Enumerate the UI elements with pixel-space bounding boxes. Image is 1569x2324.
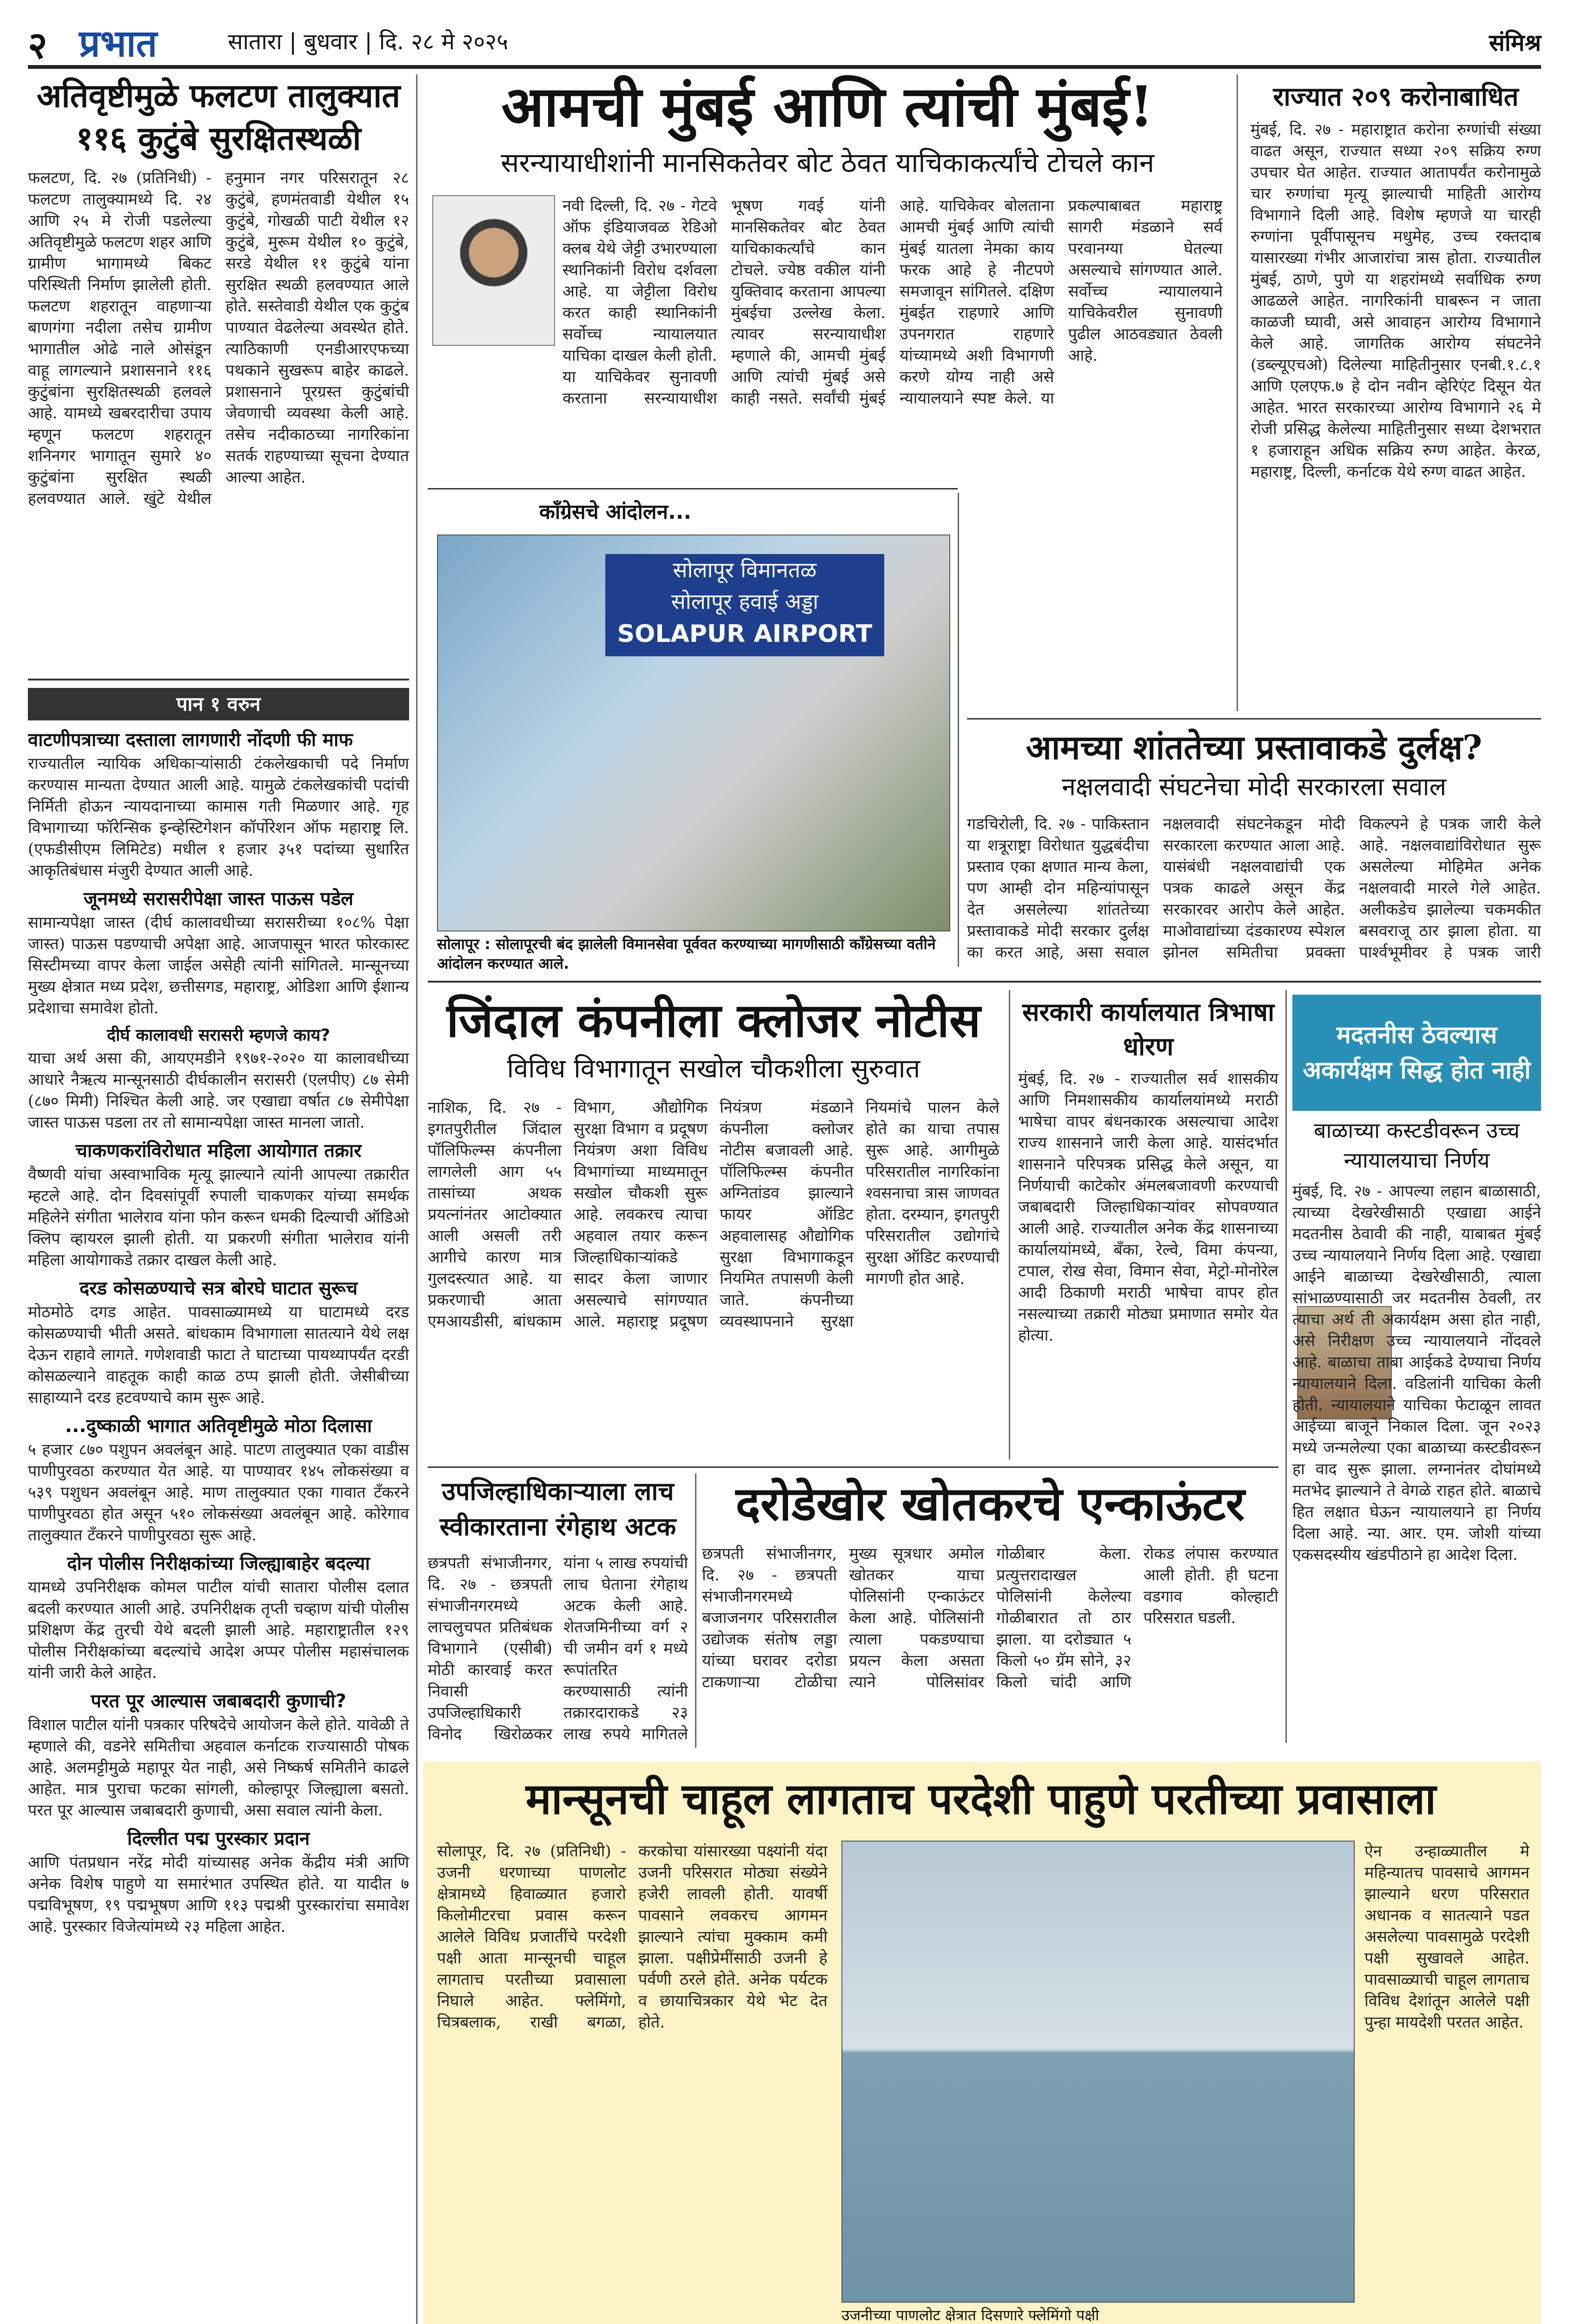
body-custody: मुंबई, दि. २७ - आपल्या लहान बाळासाठी, त्याच्या देखरेखीसाठी एखाद्या आईने मदतनीस ठेवावी की नाही, याबाबत मुंबई उच्च न्यायालयाने निर्णय दिला आहे. एखाद्या आईने बाळाच्या देखरेखीसाठी, त्याला सांभाळण्यासाठी जर मदतनीस ठेवली, तर त्याचा अर्थ ती अकार्यक्षम असा होत नाही, असे निरीक्षण उच्च न्यायालयाने नोंदवले आहे. बाळाचा ताबा आईकडे देण्याचा निर्णय न्यायालयाने दिला. वडिलांनी याचिका केली होती. न्यायालयाने याचिका फेटाळून लावत आईच्या बाजूने निकाल दिला. जून २०२३ मध्ये जन्मलेल्या एका बाळाच्या कस्टडीवरून हा वाद सुरू झाला. लग्नानंतर दोघांमध्ये मतभेद झाल्याने ते वेगळे राहत होते. बाळाचे हित लक्षात घेऊन न्यायालयाने हा निर्णय दिला आहे. न्या. आर. एम. जोशी यांच्या एकसदस्यीय खंडपीठाने हा आदेश दिला.	[1292, 1182, 1541, 1564]
pan1-title-4: चाकणकरांविरोधात महिला आयोगात तक्रार	[75, 1140, 362, 1162]
pan1-body-7: यामध्ये उपनिरीक्षक कोमल पाटील यांची सातारा पोलीस दलात बदली करण्यात आली आहे. उपनिरीक्षक तृप्ती चव्हाण यांची पोलीस प्रशिक्षण केंद्र तुरची येथे बदली झाली आहे. महाराष्ट्रातील १२९ पोलीस निरीक्षकांच्या बदल्यांचे आदेश अप्पर पोलीस महासंचालक यांनी जारी केले आहेत.	[28, 1578, 409, 1682]
flamingo-caption: उजनीच्या पाणलोट क्षेत्रात दिसणारे फ्लेमिंगो पक्षी	[841, 2306, 1099, 2324]
pan1-body-1: राज्यातील न्यायिक अधिकाऱ्यांसाठी टंकलेखकाची पदे निर्माण करण्यास मान्यता देण्यात आली आहे. यामुळे टंकलेखकांची पदांची निर्मिती होऊन न्यायदानाच्या कामास गती मिळणार आहे. गृह विभागाच्या फॉरेन्सिक इन्व्हेस्टिगेशन कॉर्पोरेशन ऑफ महाराष्ट्र लि. (एफडीसीएम लिमिटेड) मधील १ हजार ३५१ पदांच्या सुधारित आकृतिबंधास मंजुरी देण्यात आली आहे.	[28, 754, 409, 880]
headline-naxal: आमच्या शांततेच्या प्रस्तावाकडे दुर्लक्ष?	[1026, 727, 1483, 767]
article-bribe	[428, 1473, 688, 1544]
article-naxal	[967, 725, 1541, 804]
divider	[967, 718, 1541, 720]
pan1-body-6: ५ हजार ८७० पशुपन अवलंबून आहे. पाटण तालुक्यात एका वाडीस पाणीपुरवठा करण्यात येत आहे. या पाण्यावर १४५ लोकसंख्या व ५३९ पशुधन अवलंबून आहे. माण तालुक्यात एका गावात टँकरने पाणीपुरवठा होत असून ५१० लोकसंख्या अवलंबून आहे. कोरेगाव तालुक्यात टँकरने पाणीपुरवठा सुरू आहे.	[28, 1440, 409, 1545]
masthead-logo: प्रभात	[79, 21, 158, 65]
pan1-body-9: आणि पंतप्रधान नरेंद्र मोदी यांच्यासह अनेक केंद्रीय मंत्री आणि अनेक विशेष पाहुणे या समारंभात उपस्थित होते. या यादीत ७ पद्मविभूषण, १९ पद्मभूषण आणि ११३ पद्मश्री पुरस्कारांचा समावेश आहे. पुरस्कार विजेत्यांमध्ये २३ महिला आहेत.	[28, 1853, 409, 1936]
section-name: संमिश्र	[1489, 29, 1541, 56]
subhead-custody: बाळाच्या कस्टडीवरून उच्च न्यायालयाचा निर्णय	[1314, 1118, 1520, 1173]
judge-portrait	[432, 195, 555, 346]
body-phaltan: फलटण, दि. २७ (प्रतिनिधी) - फलटण तालुक्यामध्ये दि. २४ आणि २५ मे रोजी पडलेल्या अतिवृष्टीमुळे फलटण शहर आणि ग्रामीण भागामध्ये बिकट परिस्थिती निर्माण झालेली होती. फलटण शहरातून वाहणाऱ्या बाणगंगा नदीला तसेच ग्रामीण भागातील ओढे नाले ओसंडून वाहू लागल्याने प्रशासनाने ११६ कुटुंबांना सुरक्षितस्थळी हलवले आहे. यामध्ये खबरदारीचा उपाय म्हणून फलटण शहरातून शनिनगर भागातून सुमारे ४० कुटुंबांना सुरक्षित स्थळी हलवण्यात आले. खुंटे येथील हनुमान नगर परिसरातून २८ कुटुंबे, हणमंतवाडी येथील १५ कुटुंबे, गोखळी पाटी येथील १२ कुटुंबे, मुरूम येथील १० कुटुंबे, सरडे येथील ११ कुटुंबे यांना सुरक्षित स्थळी हलवण्यात आले होते. सस्तेवाडी येथील एक कुटुंब पाण्यात वेढलेल्या अवस्थेत होते. त्याठिकाणी एनडीआरएफच्या पथकाने सुखरूप बाहेर काढले. प्रशासनाने पूरग्रस्त कुटुंबांची जेवणाची व्यवस्था केली आहे. तसेच नदीकाठच्या नागरिकांना सतर्क राहण्याच्या सूचना देण्यात आल्या आहेत.	[28, 169, 409, 508]
solapur-protest-photo	[437, 535, 950, 931]
edition-info: सातारा | बुधवार | दि. २८ मे २०२५	[228, 29, 509, 55]
flamingo-photo	[841, 1841, 1355, 2303]
solapur-caption: सोलापूर : सोलापूरची बंद झालेली विमानसेवा पूर्ववत करण्याच्या मागणीसाठी काँग्रेसच्या वतीने आंदोलन करण्यात आले.	[437, 935, 936, 972]
column-rule	[1237, 74, 1238, 711]
headline-mumbai: आमची मुंबई आणि त्यांची मुंबई!	[501, 74, 1154, 139]
headline-flamingo: मान्सूनची चाहूल लागताच परदेशी पाहुणे परतीच्या प्रवासाला	[525, 1774, 1437, 1824]
pan1-title-2: जूनमध्ये सरासरीपेक्षा जास्त पाऊस पडेल	[83, 888, 354, 910]
column-rule	[1285, 990, 1287, 1743]
pan1-title-5: दरड कोसळण्याचे सत्र बोरघे घाटात सुरूच	[79, 1278, 358, 1299]
headline-encounter: दरोडेखोर खोतकरचे एन्काऊंटर	[735, 1476, 1245, 1531]
article-trilang	[1018, 995, 1278, 1459]
pan1-title-3: दीर्घ कालावधी सरासरी म्हणजे काय?	[106, 1026, 331, 1045]
divider	[428, 981, 1541, 983]
divider	[428, 1466, 1278, 1468]
article-jindal	[428, 990, 1000, 1088]
pan1-title-1: वाटणीपत्राच्या दस्ताला लागणारी नोंदणी फी माफ	[28, 729, 353, 751]
body-trilang: मुंबई, दि. २७ - राज्यातील सर्व शासकीय आणि निमशासकीय कार्यालयांमध्ये मराठी भाषेचा वापर बंधनकारक असल्याचा आदेश राज्य शासनाने जारी केला आहे. यासंदर्भात शासनाने परिपत्रक प्रसिद्ध केले असून, या निर्णयाची काटेकोर अंमलबजावणी करण्याची जबाबदारी जिल्हाधिकाऱ्यांवर सोपवण्यात आली आहे. राज्यातील अनेक केंद्र शासनाच्या कार्यालयांमध्ये, बँका, रेल्वे, विमा कंपन्या, टपाल, रोख सेवा, विमान सेवा, मेट्रो-मोनोरेल आदी ठिकाणी मराठी भाषेचा वापर होत नसल्याच्या तक्रारी मोठ्या प्रमाणात समोर येत होत्या.	[1018, 1070, 1278, 1345]
subhead-mumbai: सरन्यायाधीशांनी मानसिकतेवर बोट ठेवत याचिकाकर्त्यांचे टोचले कान	[501, 147, 1154, 178]
column-rule	[695, 1473, 696, 1748]
subhead-naxal: नक्षलवादी संघटनेचा मोदी सरकारला सवाल	[1061, 772, 1447, 801]
custody-headline-box	[1292, 995, 1541, 1111]
headline-phaltan: अतिवृष्टीमुळे फलटण तालुक्यात ११६ कुटुंबे सुरक्षितस्थळी	[36, 76, 401, 158]
flamingo-quote: ऐन उन्हाळ्यातील मे महिन्यातच पावसाचे आगमन झाल्याने धरण परिसरात अधानक व सातत्याने पडत असलेल्या पावसामुळे परदेशी पक्षी सुखावले आहेत. पावसाळ्याची चाहूल लागताच विविध देशांतून आलेले पक्षी पुन्हा मायदेशी परतत आहेत.	[1364, 1842, 1529, 2032]
column-rule	[958, 493, 959, 967]
body-encounter: छत्रपती संभाजीनगर, दि. २७ - छत्रपती संभाजीनगरमध्ये बजाजनगर परिसरातील उद्योजक संतोष लड्डा यांच्या घरावर दरोडा टाकणाऱ्या टोळीचा मुख्य सूत्रधार अमोल खोतकर याचा पोलिसांनी एन्काऊंटर केला आहे. पोलिसांनी त्याला पकडण्याचा प्रयत्न केला असता त्याने पोलिसांवर गोळीबार केला. प्रत्युत्तरादाखल पोलिसांनी केलेल्या गोळीबारात तो ठार झाला. या दरोड्यात ५ किलो ५० ग्रॅम सोने, ३२ किलो चांदी आणि रोकड लंपास करण्यात आली होती. ही घटना वडगाव कोल्हाटी परिसरात घडली.	[702, 1545, 1278, 1691]
body-jindal: नाशिक, दि. २७ - इगतपुरीतील जिंदाल पॉलिफिल्म्स कंपनीला लागलेली आग ५५ तासांच्या अथक प्रयत्नांनंतर आटोक्यात आली असली तरी आगीचे कारण मात्र गुलदस्त्यात आहे. या प्रकरणाची आता एमआयडीसी, बांधकाम विभाग, औद्योगिक सुरक्षा विभाग व प्रदूषण नियंत्रण अशा विविध विभागांच्या माध्यमातून सखोल चौकशी सुरू आहे. लवकरच त्याचा अहवाल तयार करून जिल्हाधिकाऱ्यांकडे सादर केला जाणार असल्याचे सांगण्यात आले. महाराष्ट्र प्रदूषण नियंत्रण मंडळाने कंपनीला क्लोजर नोटीस बजावली आहे. पॉलिफिल्म्स कंपनीत अग्नितांडव झाल्याने फायर ऑडिट अहवालासह औद्योगिक सुरक्षा विभागाकडून नियमित तपासणी केली जाते. कंपनीच्या व्यवस्थापनाने सुरक्षा नियमांचे पालन केले होते का याचा तपास सुरू आहे. आगीमुळे परिसरातील नागरिकांना श्वसनाचा त्रास जाणवत होता. दरम्यान, इगतपुरी परिसरातील उद्योगांचे सुरक्षा ऑडिट करण्याची मागणी होत आहे.	[428, 1098, 1000, 1331]
airport-sign: सोलापूर विमानतळ सोलापूर हवाई अड्डा SOLAPUR AIRPORT	[605, 554, 884, 656]
pan1-title-8: परत पूर आल्यास जबाबदारी कुणाची?	[91, 1690, 346, 1712]
body-bribe: छत्रपती संभाजीनगर, दि. २७ - छत्रपती संभाजीनगरमध्ये लाचलुचपत प्रतिबंधक विभागाने (एसीबी) मोठी कारवाई करत निवासी उपजिल्हाधिकारी विनोद खिरोळकर यांना ५ लाख रुपयांची लाच घेताना रंगेहाथ अटक केली आहे. शेतजमिनीच्या वर्ग २ ची जमीन वर्ग १ मध्ये रूपांतरित करण्यासाठी त्यांनी तक्रारदाराकडे २३ लाख रुपये मागितले	[428, 1554, 688, 1743]
body-corona: मुंबई, दि. २७ - महाराष्ट्रात करोना रुग्णांची संख्या वाढत असून, राज्यात सध्या २०९ सक्रिय रुग्ण उपचार घेत आहेत. राज्यात आतापर्यंत करोनामुळे चार रुग्णांचा मृत्यू झाल्याची माहिती आरोग्य विभागाने दिली आहे. विशेष म्हणजे या चारही रुग्णांना पूर्वीपासूनच मधुमेह, उच्च रक्तदाब यासारख्या गंभीर आजारांचा त्रास होता. राज्यातील मुंबई, ठाणे, पुणे या शहरांमध्ये सर्वाधिक रुग्ण आढळले आहेत. नागरिकांनी घाबरून न जाता काळजी घ्यावी, असे आवाहन आरोग्य विभागाने केले आहे. जागतिक आरोग्य संघटनेने (डब्ल्यूएचओ) दिलेल्या माहितीनुसार एनबी.१.८.१ आणि एलएफ.७ हे दोन नवीन व्हेरिएंट दिसून येत आहेत. भारत सरकारच्या आरोग्य विभागाने २६ मे रोजी प्रसिद्ध केलेल्या माहितीनुसार सध्या देशभरात १ हजाराहून अधिक सक्रिय रुग्ण आहेत. केरळ, महाराष्ट्र, दिल्ली, कर्नाटक येथे रुग्ण वाढत आहेत.	[1251, 120, 1541, 481]
subhead-jindal: विविध विभागातून सखोल चौकशीला सुरुवात	[507, 1054, 920, 1084]
pan1-body-4: वैष्णवी यांचा अस्वाभाविक मृत्यू झाल्याने त्यांनी आपल्या तक्रारीत म्हटले आहे. दोन दिवसांपूर्वी रुपाली चाकणकर यांच्या समर्थक महिलेने संगीता भालेराव यांना फोन करून धमकी दिल्याची ऑडिओ क्लिप व्हायरल झाली होती. या प्रकरणी संगीता भालेराव यांनी महिला आयोगाकडे तक्रार दाखल केली आहे.	[28, 1165, 409, 1269]
pan1-label: पान १ वरुन	[28, 688, 409, 720]
divider	[28, 679, 409, 680]
pan1-title-7: दोन पोलीस निरीक्षकांच्या जिल्ह्याबाहेर बदल्या	[67, 1553, 370, 1574]
body-mumbai: नवी दिल्ली, दि. २७ - गेटवे ऑफ इंडियाजवळ रेडिओ क्लब येथे जेट्टी उभारण्याला स्थानिकांनी विरोध दर्शवला आहे. या जेट्टीला विरोध करत काही स्थानिकांनी सर्वोच्च न्यायालयात याचिका दाखल केली होती. या याचिकेवर सुनावणी करताना सरन्यायाधीश भूषण गवई यांनी मानसिकतेवर बोट ठेवत याचिकाकर्त्यांचे कान टोचले. ज्येष्ठ वकील यांनी युक्तिवाद करताना आपल्या मुंबईचा उल्लेख केला. त्यावर सरन्यायाधीश म्हणाले की, आमची मुंबई आणि त्यांची मुंबई असे काही नसते. सर्वांची मुंबई आहे. याचिकेवर बोलताना आमची मुंबई आणि त्यांची मुंबई यातला नेमका काय फरक आहे हे नीटपणे समजावून सांगितले. दक्षिण मुंबईत राहणारे आणि उपनगरात राहणारे यांच्यामध्ये अशी विभागणी करणे योग्य नाही असे न्यायालयाने स्पष्ट केले. या प्रकल्पाबाबत महाराष्ट्र सागरी मंडळाने सर्व परवानग्या घेतल्या असल्याचे सांगण्यात आले. सर्वोच्च न्यायालयाने याचिकेवरील सुनावणी पुढील आठवड्यात ठेवली आहे.	[563, 197, 1223, 408]
flamingo-feature-box	[423, 1762, 1541, 2324]
article-phaltan	[28, 74, 409, 679]
column-rule	[1009, 990, 1010, 1459]
pan1-body-8: विशाल पाटील यांनी पत्रकार परिषदेचे आयोजन केले होते. यावेळी ते म्हणाले की, वडनेरे समितीचा अहवाल कर्नाटक राज्यासाठी पोषक आहे. अलमट्टीमुळे महापूर येत नाही, असे निष्कर्ष समितीने काढले आहेत. मात्र पुराचा फटका सांगली, कोल्हापूर जिल्ह्याला बसतो. परत पूर आल्यास जबाबदारी कुणाची, असा सवाल त्यांनी केला.	[28, 1716, 409, 1820]
headline-jindal: जिंदाल कंपनीला क्लोजर नोटीस	[446, 993, 981, 1048]
page-number: २	[28, 23, 47, 67]
article-mumbai	[428, 70, 1227, 181]
divider	[428, 488, 958, 489]
solapur-kicker: काँग्रेसचे आंदोलन...	[539, 500, 692, 524]
body-flamingo: सोलापूर, दि. २७ (प्रतिनिधी) - उजनी धरणाच्या पाणलोट क्षेत्रामध्ये हिवाळ्यात हजारो किलोमीटरचा प्रवास करून आलेले विविध प्रजातींचे परदेशी पक्षी आता मान्सूनची चाहूल लागताच परतीच्या प्रवासाला निघाले आहेत. फ्लेमिंगो, चित्रबलाक, राखी बगळा, करकोचा यांसारख्या पक्ष्यांनी यंदा उजनी परिसरात मोठ्या संख्येने हजेरी लावली होती. यावर्षी पावसाने लवकरच आगमन झाल्याने त्यांचा मुक्काम कमी झाला. पक्षीप्रेमींसाठी उजनी हे पर्वणी ठरले होते. अनेक पर्यटक व छायाचित्रकार येथे भेट देत होते.	[437, 1842, 828, 2032]
pan1-continued	[28, 688, 409, 2324]
pan1-title-6: ...दुष्काळी भागात अतिवृष्टीमुळे मोठा दिलासा	[65, 1415, 372, 1437]
pan1-body-2: सामान्यपेक्षा जास्त (दीर्घ कालावधीच्या सरासरीच्या १०८% पेक्षा जास्त) पाऊस पडण्याची अपेक्षा आहे. आजपासून भारत फोरकास्ट सिस्टीमच्या वापर केला जाईल असेही त्यांनी सांगितले. मान्सूनच्या मुख्य क्षेत्रात मध्य प्रदेश, छत्तीसगड, महाराष्ट्र, ओडिशा आणि ईशान्य प्रदेशाचा समावेश होतो.	[28, 913, 409, 1017]
headline-bribe: उपजिल्हाधिकाऱ्याला लाच स्वीकारताना रंगेहाथ अटक	[439, 1476, 676, 1541]
page-header	[28, 14, 1541, 69]
headline-trilang: सरकारी कार्यालयात त्रिभाषा धोरण	[1022, 997, 1275, 1061]
headline-custody: मदतनीस ठेवल्यास अकार्यक्षम सिद्ध होत नाही	[1303, 1021, 1531, 1084]
column-rule	[416, 74, 417, 2324]
pan1-body-5: मोठमोठे दगड आहेत. पावसाळ्यामध्ये या घाटामध्ये दरड कोसळण्याची भीती असते. बांधकाम विभागाला सातत्याने येथे लक्ष देऊन राहावे लागते. गणेशवाडी फाटा ते घाटाच्या पायथ्यापर्यंत दरडी कोसळल्याने वाहतूक काही काळ ठप्प झाली होती. जेसीबीच्या साहाय्याने दरड हटवण्याचे काम सुरू आहे.	[28, 1303, 409, 1407]
body-naxal: गडचिरोली, दि. २७ - पाकिस्तान या शत्रूराष्ट्रा विरोधात युद्धबंदीचा प्रस्ताव एका क्षणात मान्य केला, पण आम्ही दोन महिन्यांपासून देत असलेल्या शांततेच्या प्रस्तावाकडे मोदी सरकार दुर्लक्ष का करत आहे, असा सवाल नक्षलवादी संघटनेकडून मोदी सरकारला करण्यात आला आहे. यासंबंधी नक्षलवाद्यांची एक पत्रक काढले असून केंद्र सरकारवर आरोप केले आहेत. माओवाद्यांच्या दंडकारण्य स्पेशल झोनल समितीचा प्रवक्ता विकल्पने हे पत्रक जारी केले आहे. नक्षलवाद्यांविरोधात सुरू असलेल्या मोहिमेत अनेक नक्षलवादी मारले गेले आहेत. अलीकडेच झालेल्या चकमकीत बसवराजू ठार झाला होता. या पार्श्वभूमीवर हे पत्रक जारी	[967, 815, 1541, 962]
pan1-title-9: दिल्लीत पद्म पुरस्कार प्रदान	[127, 1828, 310, 1849]
article-corona	[1251, 79, 1541, 711]
headline-corona: राज्यात २०९ करोनाबाधित	[1273, 81, 1519, 112]
pan1-body-3: याचा अर्थ असा की, आयएमडीने १९७१-२०२० या कालावधीच्या आधारे नैऋत्य मान्सूनसाठी दीर्घकालीन सरासरी (एलपीए) ८७ सेमी (८७० मिमी) निश्चित केली आहे. जर एखाद्या वर्षात ८७ सेमीपेक्षा जास्त पाऊस पडला तर तो सामान्यपेक्षा जास्त मानला जातो.	[28, 1049, 409, 1132]
